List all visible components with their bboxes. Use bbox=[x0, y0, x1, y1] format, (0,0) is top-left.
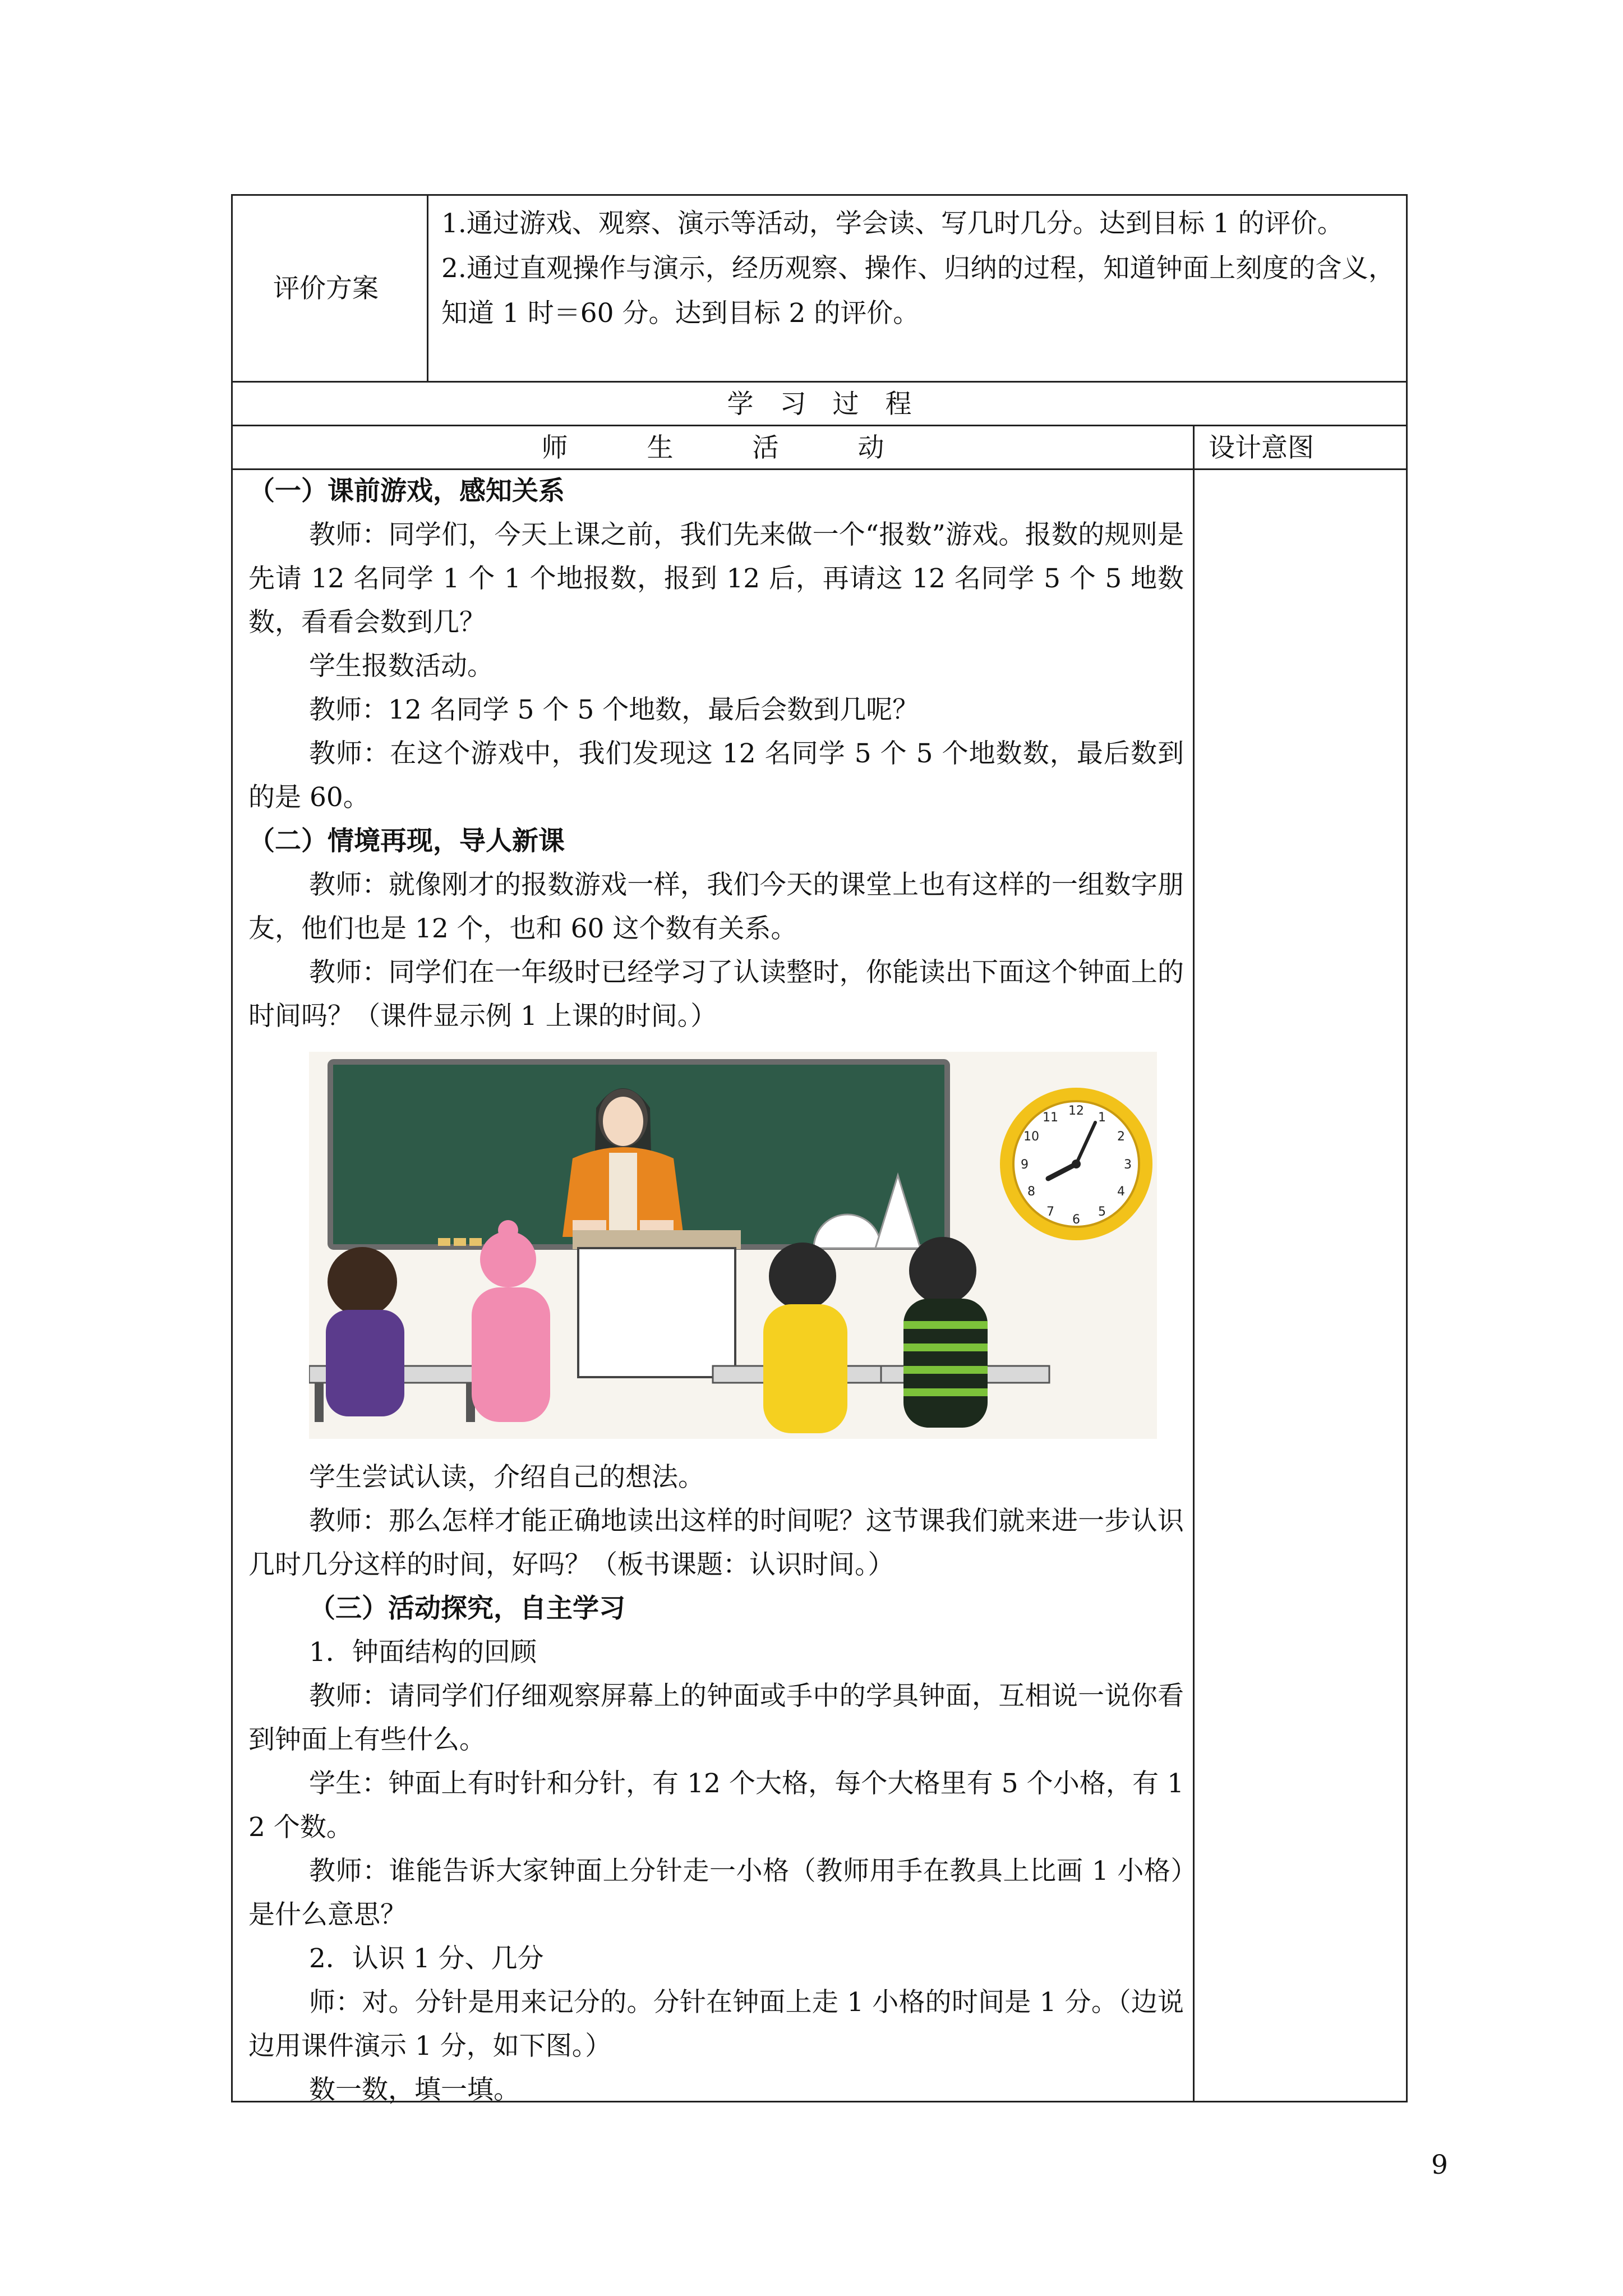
activity-content bbox=[248, 470, 1184, 2112]
svg-text:5: 5 bbox=[1098, 1205, 1106, 1219]
section-title: 学 习 过 程 bbox=[727, 389, 912, 420]
column-header-activity: 师 生 活 动 bbox=[541, 432, 884, 463]
paragraph: 教师：那么怎样才能正确地读出这样的时间呢？这节课我们就来进一步认识几时几分这样的时间，好吗？（板书课题：认识时间。） bbox=[248, 1506, 1184, 1580]
svg-text:9: 9 bbox=[1021, 1158, 1029, 1172]
section-heading-1: （一）课前游戏，感知关系 bbox=[248, 476, 565, 507]
paragraph: 学生报数活动。 bbox=[309, 651, 494, 682]
paragraph: 教师：请同学们仔细观察屏幕上的钟面或手中的学具钟面，互相说一说你看到钟面上有些什么。 bbox=[248, 1681, 1184, 1755]
paragraph: 教师：同学们，今天上课之前，我们先来做一个“报数”游戏。报数的规则是先请 12 名同学 1 个 1 个地报数，报到 12 后，再请这 12 名同学 5 个 5 地数数，看看会数到几？ bbox=[248, 519, 1184, 638]
svg-text:10: 10 bbox=[1023, 1130, 1039, 1144]
section-heading-3: （三）活动探究，自主学习 bbox=[309, 1593, 625, 1624]
paragraph: 教师：就像刚才的报数游戏一样，我们今天的课堂上也有这样的一组数字朋友，他们也是 12 个，也和 60 这个数有关系。 bbox=[248, 869, 1184, 944]
svg-text:6: 6 bbox=[1072, 1213, 1080, 1227]
student-figure bbox=[903, 1237, 988, 1428]
svg-text:4: 4 bbox=[1117, 1185, 1125, 1199]
paragraph: 师：对。分针是用来记分的。分针在钟面上走 1 小格的时间是 1 分。（边说边用课件演示 1 分，如下图。） bbox=[248, 1987, 1184, 2062]
svg-text:7: 7 bbox=[1046, 1205, 1054, 1219]
student-figure bbox=[326, 1247, 404, 1416]
paragraph: 教师：12 名同学 5 个 5 个地数，最后会数到几呢？ bbox=[309, 694, 919, 725]
paragraph: 2．认识 1 分、几分 bbox=[309, 1943, 544, 1974]
eval-label: 评价方案 bbox=[273, 273, 379, 304]
column-divider bbox=[1193, 425, 1195, 2102]
column-divider bbox=[427, 196, 428, 381]
svg-text:11: 11 bbox=[1043, 1111, 1058, 1125]
student-figure bbox=[763, 1243, 847, 1433]
svg-text:8: 8 bbox=[1027, 1185, 1035, 1199]
column-header-intent: 设计意图 bbox=[1209, 432, 1314, 463]
classroom-illustration bbox=[309, 1052, 1157, 1439]
svg-text:2: 2 bbox=[1117, 1130, 1125, 1144]
lesson-plan-table bbox=[231, 194, 1408, 2105]
paragraph: 学生：钟面上有时针和分针，有 12 个大格，每个大格里有 5 个小格，有 1 2 个数。 bbox=[248, 1768, 1184, 1843]
svg-text:12: 12 bbox=[1068, 1104, 1084, 1118]
eval-line-2: 2.通过直观操作与演示，经历观察、操作、归纳的过程，知道钟面上刻度的含义，知道 1 时＝60 分。达到目标 2 的评价。 bbox=[441, 253, 1395, 329]
paragraph: 1．钟面结构的回顾 bbox=[309, 1637, 537, 1668]
svg-text:3: 3 bbox=[1124, 1158, 1132, 1172]
paragraph: 教师：在这个游戏中，我们发现这 12 名同学 5 个 5 个地数数，最后数到的是 60。 bbox=[248, 738, 1184, 813]
wall-clock bbox=[1000, 1088, 1152, 1240]
paragraph: 数一数，填一填。 bbox=[309, 2074, 520, 2105]
svg-text:1: 1 bbox=[1098, 1111, 1106, 1125]
paragraph: 学生尝试认读，介绍自己的想法。 bbox=[309, 1462, 704, 1493]
page-number: 9 bbox=[1431, 2150, 1448, 2180]
eval-text bbox=[441, 201, 1395, 336]
eval-line-1: 1.通过游戏、观察、演示等活动，学会读、写几时几分。达到目标 1 的评价。 bbox=[441, 208, 1344, 239]
paragraph: 教师：谁能告诉大家钟面上分针走一小格（教师用手在教具上比画 1 小格）是什么意思？ bbox=[248, 1856, 1184, 1930]
paragraph: 教师：同学们在一年级时已经学习了认读整时，你能读出下面这个钟面上的时间吗？（课件显示例 1 上课的时间。） bbox=[248, 957, 1184, 1032]
section-heading-2: （二）情境再现，导人新课 bbox=[248, 826, 565, 857]
